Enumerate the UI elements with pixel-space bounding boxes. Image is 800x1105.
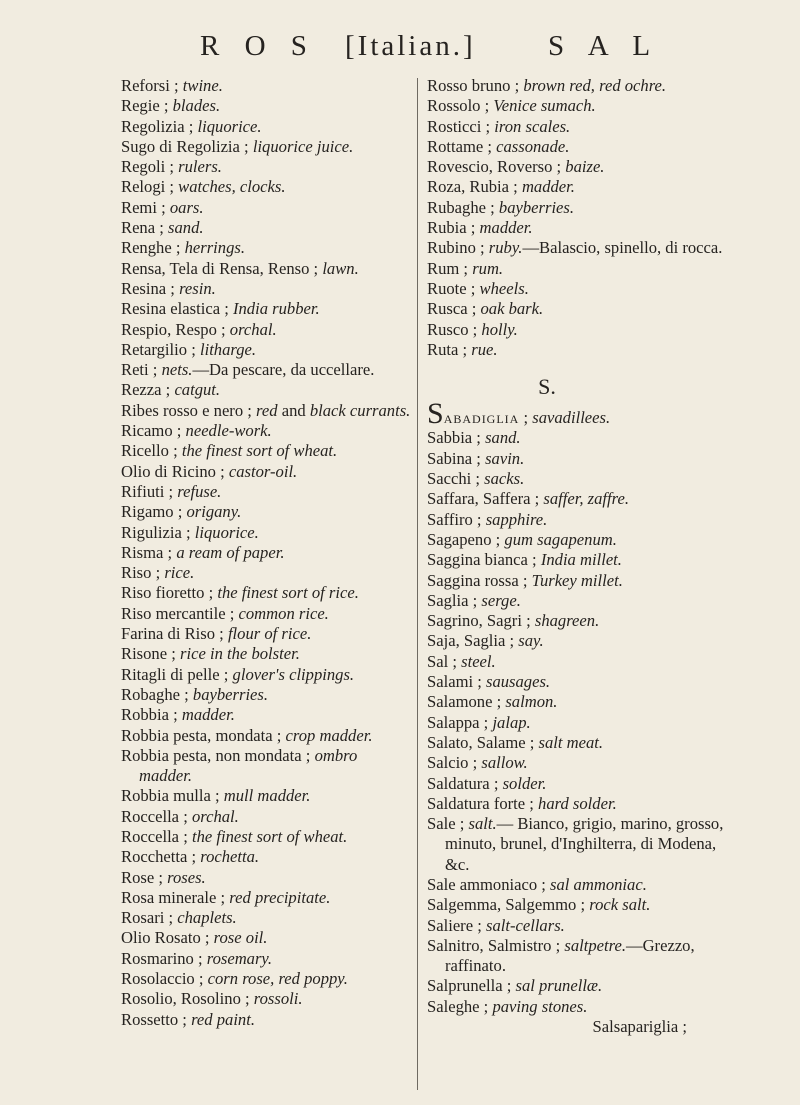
entry-italian: Rigulizia ; bbox=[121, 522, 195, 542]
entry-italian: Rubia ; bbox=[427, 218, 480, 238]
dictionary-entry bbox=[427, 997, 727, 1017]
entry-italian: Saja, Saglia ; bbox=[427, 631, 519, 651]
entry-english: sand. bbox=[485, 428, 521, 448]
dictionary-entry bbox=[121, 523, 411, 543]
entry-english: solder. bbox=[502, 773, 547, 793]
entry-english: glover's clippings. bbox=[232, 664, 355, 684]
entry-italian: Rum ; bbox=[427, 258, 473, 278]
entry-italian: Resina elastica ; bbox=[121, 299, 233, 319]
entry-english: herrings. bbox=[184, 238, 245, 258]
left-column bbox=[121, 76, 411, 1030]
entry-italian: Saffiro ; bbox=[427, 509, 486, 529]
dictionary-entry bbox=[427, 510, 727, 530]
entry-english: salmon. bbox=[505, 692, 558, 712]
dictionary-entry bbox=[427, 96, 727, 116]
dictionary-entry bbox=[121, 705, 411, 725]
entry-english: sausages. bbox=[486, 672, 551, 692]
dictionary-entry bbox=[121, 502, 411, 522]
dictionary-entry bbox=[121, 624, 411, 644]
dictionary-entry bbox=[121, 462, 411, 482]
entry-italian: Olio Rosato ; bbox=[121, 928, 214, 948]
entry-english: rochetta. bbox=[200, 847, 260, 867]
entry-italian: Rifiuti ; bbox=[121, 481, 178, 501]
entry-italian: Sagrino, Sagri ; bbox=[427, 611, 535, 631]
entry-english: madder. bbox=[521, 177, 575, 197]
entry-italian: Rossolo ; bbox=[427, 96, 494, 116]
entry-italian: Rosolio, Rosolino ; bbox=[121, 989, 254, 1009]
dictionary-entry bbox=[427, 340, 727, 360]
dictionary-entry bbox=[427, 611, 727, 631]
dictionary-entry bbox=[427, 976, 727, 996]
entry-english: the finest sort of rice. bbox=[217, 583, 359, 603]
entry-italian: Risone ; bbox=[121, 644, 181, 664]
entry-english: twine. bbox=[182, 76, 223, 95]
dictionary-entry bbox=[427, 733, 727, 753]
dictionary-entry bbox=[427, 198, 727, 218]
entry-english: hard solder. bbox=[538, 793, 617, 813]
entry-english: brown red, red ochre. bbox=[523, 76, 667, 95]
entry-italian: Respio, Respo ; bbox=[121, 319, 230, 339]
dictionary-entry bbox=[427, 550, 727, 570]
entry-italian: Renghe ; bbox=[121, 238, 185, 258]
entry-english: catgut. bbox=[174, 380, 221, 400]
header-center: [Italian.] bbox=[345, 30, 476, 62]
dictionary-entry bbox=[121, 401, 411, 421]
entry-italian: Relogi ; bbox=[121, 177, 179, 197]
dictionary-entry bbox=[121, 644, 411, 664]
dictionary-entry bbox=[427, 753, 727, 773]
entry-english: rum. bbox=[472, 258, 504, 278]
dictionary-entry bbox=[427, 137, 727, 157]
dictionary-entry bbox=[121, 96, 411, 116]
entry-italian: Rosticci ; bbox=[427, 116, 495, 136]
dictionary-entry bbox=[427, 692, 727, 712]
entry-italian: Ricamo ; bbox=[121, 421, 186, 441]
entry-note: —Da pescare, da uccellare. bbox=[192, 360, 375, 380]
entry-english: saltpetre. bbox=[564, 935, 626, 955]
dictionary-entry bbox=[427, 774, 727, 794]
entry-italian: Rose ; bbox=[121, 867, 168, 887]
dictionary-entry bbox=[427, 631, 727, 651]
entry-english: red precipitate. bbox=[229, 887, 331, 907]
entry-english: sacks. bbox=[484, 469, 525, 489]
entry-italian: Saldatura ; bbox=[427, 773, 503, 793]
dictionary-entry bbox=[427, 238, 727, 258]
dictionary-entry bbox=[427, 449, 727, 469]
entry-italian: Riso ; bbox=[121, 563, 165, 583]
dictionary-entry bbox=[427, 571, 727, 591]
entry-italian: Rusco ; bbox=[427, 319, 482, 339]
entry-english: origany. bbox=[186, 502, 242, 522]
entry-italian: Roccella ; bbox=[121, 806, 192, 826]
entry-separator: ; bbox=[519, 408, 533, 428]
entry-italian: Sugo di Regolizia ; bbox=[121, 136, 253, 156]
entry-english: India rubber. bbox=[232, 299, 320, 319]
dictionary-entry bbox=[427, 218, 727, 238]
entry-italian: Remi ; bbox=[121, 197, 170, 217]
entry-italian: Salami ; bbox=[427, 672, 486, 692]
entry-english: baize. bbox=[565, 157, 605, 177]
header-right: S A L bbox=[548, 30, 660, 62]
entry-english: bayberries. bbox=[498, 197, 575, 217]
entry-english: oars. bbox=[169, 197, 204, 217]
entry-english: Turkey millet. bbox=[531, 570, 623, 590]
dictionary-entry bbox=[121, 847, 411, 867]
catchword: Salsapariglia ; bbox=[592, 1017, 687, 1037]
entry-italian: Rosari ; bbox=[121, 908, 178, 928]
dictionary-entry bbox=[121, 279, 411, 299]
entry-english: paving stones. bbox=[492, 996, 588, 1016]
entry-italian: Salato, Salame ; bbox=[427, 732, 539, 752]
dictionary-entry bbox=[121, 888, 411, 908]
entry-english: saffer, zaffre. bbox=[543, 489, 630, 509]
right-column bbox=[427, 76, 727, 1037]
dictionary-entry bbox=[427, 320, 727, 340]
entry-italian: Salcio ; bbox=[427, 753, 482, 773]
entry-italian: Saldatura forte ; bbox=[427, 793, 539, 813]
entry-note: — Bianco, grigio, marino, grosso, minuto, brunel, d'Inghilterra, di Modena, &c. bbox=[445, 814, 724, 874]
entry-english: common rice. bbox=[238, 603, 329, 623]
entry-english: savin. bbox=[485, 448, 525, 468]
entry-english: chaplets. bbox=[177, 908, 237, 928]
entry-english: iron scales. bbox=[494, 116, 571, 136]
entry-english: refuse. bbox=[177, 481, 222, 501]
entry-italian: Reforsi ; bbox=[121, 76, 183, 95]
dictionary-entry bbox=[121, 421, 411, 441]
dictionary-entry bbox=[427, 794, 727, 814]
entry-italian: Robbia mulla ; bbox=[121, 786, 224, 806]
entry-english: litharge. bbox=[199, 339, 257, 359]
entry-english: lawn. bbox=[322, 258, 359, 278]
dictionary-entry bbox=[427, 76, 727, 96]
entry-english: say. bbox=[518, 631, 544, 651]
entry-english: salt meat. bbox=[538, 732, 604, 752]
entry-italian: Salamone ; bbox=[427, 692, 506, 712]
entry-italian: Robaghe ; bbox=[121, 684, 193, 704]
entry-italian: Riso fioretto ; bbox=[121, 583, 218, 603]
dictionary-entry bbox=[121, 137, 411, 157]
entry-english: savadillees. bbox=[532, 408, 611, 428]
entry-italian: Rubaghe ; bbox=[427, 197, 499, 217]
entry-italian: Robbia ; bbox=[121, 705, 182, 725]
dictionary-entry bbox=[427, 117, 727, 137]
dictionary-entry bbox=[121, 218, 411, 238]
dictionary-entry bbox=[427, 936, 727, 977]
entry-english: wheels. bbox=[479, 278, 529, 298]
entry-english: sal ammoniac. bbox=[550, 874, 647, 894]
entry-italian: Saglia ; bbox=[427, 590, 482, 610]
entry-note: —Grezzo, raffinato. bbox=[445, 935, 695, 976]
entry-italian: Regoli ; bbox=[121, 157, 179, 177]
entry-english: corn rose, red poppy. bbox=[207, 969, 348, 989]
entry-english: ombro madder. bbox=[139, 745, 358, 786]
dictionary-entry bbox=[121, 928, 411, 948]
entry-italian: Salprunella ; bbox=[427, 976, 516, 996]
dictionary-entry bbox=[121, 827, 411, 847]
entry-english-2: black currants. bbox=[309, 400, 411, 420]
entry-italian: Rosolaccio ; bbox=[121, 969, 208, 989]
entry-english: flour of rice. bbox=[227, 624, 312, 644]
right-column-bottom bbox=[427, 428, 727, 1017]
entry-english: bayberries. bbox=[192, 684, 269, 704]
entry-english: orchal. bbox=[229, 319, 277, 339]
entry-italian: Saggina bianca ; bbox=[427, 550, 541, 570]
dictionary-entry bbox=[121, 320, 411, 340]
entry-italian: Robbia pesta, mondata ; bbox=[121, 725, 286, 745]
entry-italian: Roza, Rubia ; bbox=[427, 177, 522, 197]
entry-italian: Ruta ; bbox=[427, 339, 472, 359]
entry-english: mull madder. bbox=[223, 786, 311, 806]
entry-english: resin. bbox=[179, 278, 216, 298]
dictionary-entry bbox=[121, 604, 411, 624]
entry-english: the finest sort of wheat. bbox=[181, 441, 338, 461]
entry-italian: Roccella ; bbox=[121, 826, 192, 846]
entry-italian: Ritagli di pelle ; bbox=[121, 664, 233, 684]
entry-english: rose oil. bbox=[213, 928, 268, 948]
entry-italian: Olio di Ricino ; bbox=[121, 461, 229, 481]
entry-english: red bbox=[256, 400, 278, 420]
entry-italian: Ruote ; bbox=[427, 278, 480, 298]
entry-italian: Rocchetta ; bbox=[121, 847, 201, 867]
dictionary-entry bbox=[121, 360, 411, 380]
dictionary-entry bbox=[427, 177, 727, 197]
entry-italian: Sal ; bbox=[427, 651, 462, 671]
dictionary-entry bbox=[121, 583, 411, 603]
entry-italian: Salnitro, Salmistro ; bbox=[427, 935, 565, 955]
dictionary-entry bbox=[121, 259, 411, 279]
entry-italian: Saffara, Saffera ; bbox=[427, 489, 544, 509]
entry-english: Venice sumach. bbox=[493, 96, 596, 116]
entry-note: —Balascio, spinello, di rocca. bbox=[522, 238, 723, 258]
dictionary-entry bbox=[121, 340, 411, 360]
dictionary-entry bbox=[121, 665, 411, 685]
entry-italian: Rena ; bbox=[121, 218, 169, 238]
dictionary-entry bbox=[121, 380, 411, 400]
entry-english: rock salt. bbox=[589, 895, 651, 915]
entry-english: crop madder. bbox=[285, 725, 373, 745]
entry-english: sapphire. bbox=[485, 509, 548, 529]
dictionary-entry bbox=[121, 989, 411, 1009]
dictionary-entry bbox=[121, 786, 411, 806]
entry-english: cassonade. bbox=[496, 136, 570, 156]
entry-italian: Rosmarino ; bbox=[121, 948, 207, 968]
entry-italian: Rossetto ; bbox=[121, 1009, 192, 1029]
entry-english: rossoli. bbox=[253, 989, 303, 1009]
dictionary-entry bbox=[121, 299, 411, 319]
dictionary-entry bbox=[427, 428, 727, 448]
dictionary-entry bbox=[121, 969, 411, 989]
dictionary-entry bbox=[427, 672, 727, 692]
entry-italian: Rottame ; bbox=[427, 136, 497, 156]
entry-italian: Sagapeno ; bbox=[427, 529, 505, 549]
dictionary-entry bbox=[427, 713, 727, 733]
dictionary-entry bbox=[427, 157, 727, 177]
entry-italian: Rubino ; bbox=[427, 238, 489, 258]
entry-english: shagreen. bbox=[534, 611, 600, 631]
dictionary-entry bbox=[427, 916, 727, 936]
entry-italian: Resina ; bbox=[121, 278, 180, 298]
dictionary-entry bbox=[427, 299, 727, 319]
dictionary-entry bbox=[121, 117, 411, 137]
entry-italian: Regie ; bbox=[121, 96, 173, 116]
entry-italian: Rovescio, Roverso ; bbox=[427, 157, 566, 177]
running-header bbox=[0, 30, 800, 70]
right-column-top bbox=[427, 76, 727, 360]
dictionary-entry bbox=[121, 157, 411, 177]
entry-english: roses. bbox=[167, 867, 206, 887]
entry-italian: Robbia pesta, non mondata ; bbox=[121, 745, 315, 765]
entry-english: blades. bbox=[172, 96, 221, 116]
entry-italian: Saliere ; bbox=[427, 915, 486, 935]
entry-english: steel. bbox=[461, 651, 496, 671]
entry-italian: Retargilio ; bbox=[121, 339, 200, 359]
entry-english: gum sagapenum. bbox=[504, 529, 617, 549]
dictionary-entry bbox=[427, 814, 727, 875]
entry-english: salt-cellars. bbox=[485, 915, 565, 935]
dictionary-entry bbox=[121, 76, 411, 96]
entry-note: and bbox=[277, 400, 310, 420]
entry-english: liquorice. bbox=[194, 522, 259, 542]
drop-cap: S bbox=[427, 397, 444, 431]
dictionary-entry bbox=[121, 868, 411, 888]
first-entry-sabadiglia bbox=[427, 397, 727, 431]
entry-italian: Riso mercantile ; bbox=[121, 603, 239, 623]
entry-english: madder. bbox=[479, 218, 533, 238]
entry-english: sallow. bbox=[481, 753, 528, 773]
dictionary-entry bbox=[427, 469, 727, 489]
dictionary-entry bbox=[121, 543, 411, 563]
dictionary-entry bbox=[427, 591, 727, 611]
entry-english: castor-oil. bbox=[228, 461, 298, 481]
dictionary-entry bbox=[427, 489, 727, 509]
entry-italian: Rigamo ; bbox=[121, 502, 187, 522]
dictionary-entry bbox=[121, 238, 411, 258]
entry-english: needle-work. bbox=[185, 421, 272, 441]
entry-english: holly. bbox=[481, 319, 518, 339]
dictionary-entry bbox=[427, 895, 727, 915]
dictionary-entry bbox=[121, 1010, 411, 1030]
entry-english: rosemary. bbox=[206, 948, 273, 968]
entry-english: rue. bbox=[471, 339, 498, 359]
entry-italian: Sabbia ; bbox=[427, 428, 486, 448]
entry-italian: Salgemma, Salgemmo ; bbox=[427, 895, 590, 915]
dictionary-entry bbox=[121, 198, 411, 218]
dictionary-entry bbox=[427, 259, 727, 279]
dictionary-entry bbox=[427, 279, 727, 299]
entry-italian: Salappa ; bbox=[427, 712, 493, 732]
entry-english: red paint. bbox=[191, 1009, 255, 1029]
entry-english: watches, clocks. bbox=[178, 177, 286, 197]
entry-italian: Rezza ; bbox=[121, 380, 175, 400]
entry-italian: Sale ammoniaco ; bbox=[427, 874, 551, 894]
entry-english: a ream of paper. bbox=[176, 542, 285, 562]
entry-english: rice. bbox=[164, 563, 195, 583]
entry-english: sand. bbox=[168, 218, 204, 238]
entry-english: nets. bbox=[161, 360, 193, 380]
entry-italian: Rensa, Tela di Rensa, Renso ; bbox=[121, 258, 323, 278]
entry-italian: Farina di Riso ; bbox=[121, 624, 228, 644]
dictionary-entry bbox=[121, 807, 411, 827]
entry-italian: Rosso bruno ; bbox=[427, 76, 524, 95]
dictionary-entry bbox=[121, 949, 411, 969]
entry-english: salt. bbox=[468, 814, 497, 834]
dictionary-entry bbox=[121, 685, 411, 705]
entry-italian: Rosa minerale ; bbox=[121, 887, 230, 907]
entry-italian: Saleghe ; bbox=[427, 996, 493, 1016]
entry-italian: Ribes rosso e nero ; bbox=[121, 400, 257, 420]
entry-italian: Sacchi ; bbox=[427, 469, 485, 489]
entry-english: liquorice. bbox=[197, 116, 262, 136]
entry-italian: Saggina rossa ; bbox=[427, 570, 532, 590]
entry-english: liquorice juice. bbox=[252, 136, 354, 156]
entry-italian: Risma ; bbox=[121, 542, 177, 562]
dictionary-entry bbox=[121, 177, 411, 197]
entry-english: rice in the bolster. bbox=[180, 644, 300, 664]
entry-italian: Rusca ; bbox=[427, 299, 481, 319]
entry-italian: Reti ; bbox=[121, 360, 162, 380]
entry-italian: Sabina ; bbox=[427, 448, 486, 468]
entry-italian: Ricello ; bbox=[121, 441, 182, 461]
entry-italian: Regolizia ; bbox=[121, 116, 198, 136]
entry-english: India millet. bbox=[540, 550, 622, 570]
dictionary-entry bbox=[121, 908, 411, 928]
dictionary-entry bbox=[427, 530, 727, 550]
entry-italian: Sale ; bbox=[427, 814, 469, 834]
entry-english: oak bark. bbox=[480, 299, 544, 319]
dictionary-entry bbox=[121, 482, 411, 502]
dictionary-entry bbox=[121, 441, 411, 461]
entry-italian: abadiglia bbox=[443, 408, 520, 428]
dictionary-entry bbox=[121, 726, 411, 746]
header-left: R O S bbox=[200, 30, 316, 62]
entry-english: the finest sort of wheat. bbox=[191, 826, 348, 846]
entry-english: jalap. bbox=[492, 712, 531, 732]
dictionary-entry bbox=[121, 563, 411, 583]
entry-english: ruby. bbox=[488, 238, 523, 258]
entry-english: orchal. bbox=[191, 806, 239, 826]
entry-english: madder. bbox=[181, 705, 235, 725]
entry-english: serge. bbox=[481, 590, 521, 610]
dictionary-entry bbox=[121, 746, 411, 787]
section-letter: S. bbox=[538, 374, 556, 400]
entry-english: rulers. bbox=[178, 157, 222, 177]
dictionary-entry bbox=[427, 875, 727, 895]
entry-english: sal prunellæ. bbox=[515, 976, 603, 996]
dictionary-entry bbox=[427, 652, 727, 672]
column-divider bbox=[417, 78, 418, 1090]
